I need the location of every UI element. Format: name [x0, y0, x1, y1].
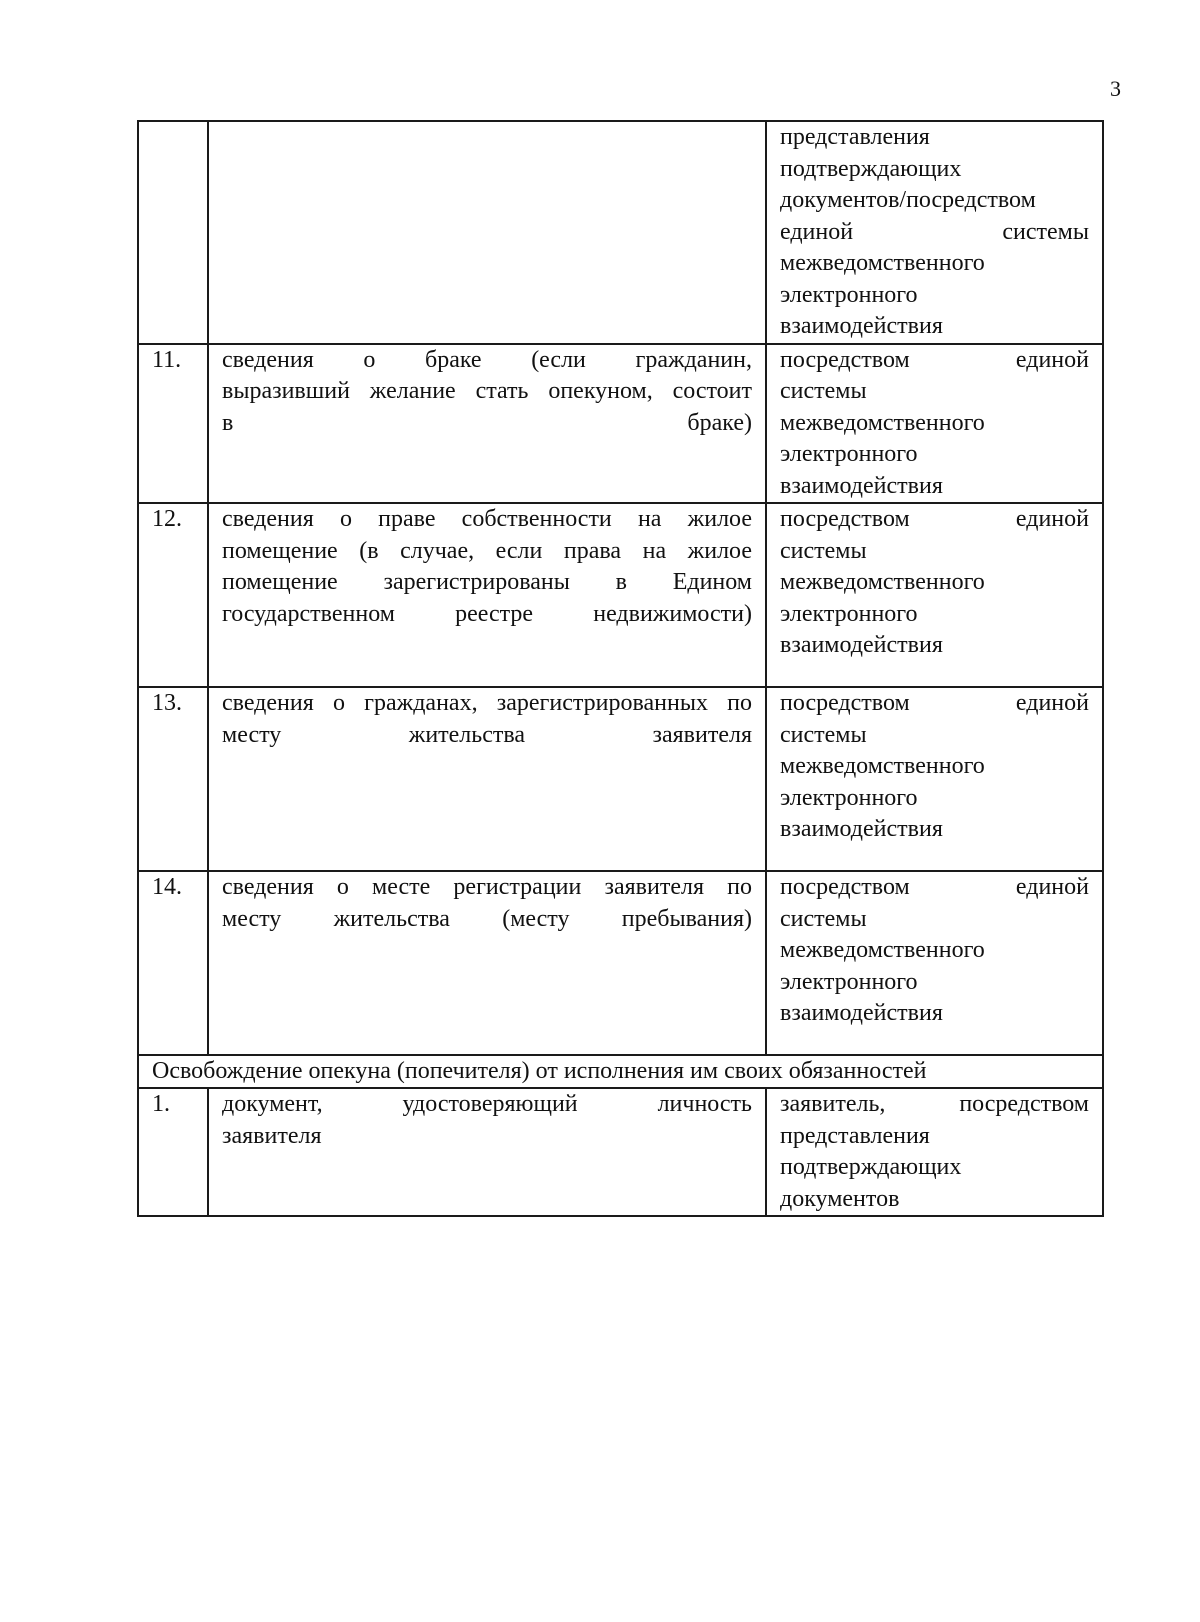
submission-method: [766, 344, 1103, 504]
cell-text-line: электронного: [780, 281, 918, 308]
cell-text-line: межведомственного: [780, 569, 985, 595]
documents-table: [137, 120, 1104, 1217]
cell-text-line: системы: [780, 905, 867, 932]
cell-text-line: единой системы: [780, 218, 1089, 245]
cell-text-line: посредством единой: [780, 690, 1089, 716]
table-row: [138, 871, 1103, 1055]
table-row: [138, 121, 1103, 344]
cell-text-line: посредством единой: [780, 346, 1089, 373]
cell-text-line: межведомственного: [780, 937, 985, 963]
cell-text-line: документов/посредством: [780, 187, 1036, 213]
documents-table-body: [138, 121, 1103, 1216]
cell-text-line: межведомственного: [780, 409, 985, 436]
row-number: [138, 121, 208, 344]
row-number: 14.: [138, 871, 208, 1055]
section-title: Освобождение опекуна (попечителя) от исполнения им своих обязанностей: [138, 1055, 1103, 1088]
row-number: 1.: [138, 1088, 208, 1216]
cell-text-line: электронного: [780, 441, 918, 467]
cell-text-line: заявителя: [222, 1122, 322, 1149]
submission-method: [766, 687, 1103, 871]
cell-text-line: посредством единой: [780, 874, 1089, 900]
cell-text-line: месту жительства заявителя: [222, 721, 752, 748]
table-row: [138, 687, 1103, 871]
submission-method: [766, 121, 1103, 344]
cell-text-line: сведения о гражданах, зарегистрированных по: [222, 690, 752, 716]
cell-text-line: электронного: [780, 600, 918, 627]
row-number: 12.: [138, 503, 208, 687]
document-description: [208, 121, 766, 344]
cell-text-line: сведения о месте регистрации заявителя по: [222, 874, 752, 900]
cell-text-line: взаимодействия: [780, 1000, 943, 1026]
cell-text-line: помещение (в случае, если права на жилое: [222, 537, 752, 564]
document-description: [208, 871, 766, 1055]
document-description: [208, 687, 766, 871]
row-number: 13.: [138, 687, 208, 871]
cell-text-line: системы: [780, 378, 867, 404]
page-number: 3: [1110, 76, 1121, 101]
cell-text-line: посредством единой: [780, 506, 1089, 532]
cell-text-line: межведомственного: [780, 753, 985, 779]
table-row: [138, 1088, 1103, 1216]
cell-text-line: взаимодействия: [780, 816, 943, 842]
cell-text-line: электронного: [780, 968, 918, 995]
row-number: 11.: [138, 344, 208, 504]
document-description: [208, 1088, 766, 1216]
cell-text-line: документов: [780, 1185, 900, 1212]
submission-method: [766, 1088, 1103, 1216]
submission-method: [766, 503, 1103, 687]
cell-text-line: представления: [780, 124, 930, 150]
cell-text-line: помещение зарегистрированы в Едином: [222, 569, 752, 595]
cell-text-line: в браке): [222, 409, 752, 436]
cell-text-line: подтверждающих: [780, 1154, 962, 1180]
cell-text-line: заявитель, посредством: [780, 1091, 1089, 1117]
cell-text-line: электронного: [780, 784, 918, 811]
cell-text-line: подтверждающих: [780, 155, 962, 182]
cell-text-line: месту жительства (месту пребывания): [222, 905, 752, 932]
cell-text-line: системы: [780, 537, 867, 564]
section-row: [138, 1055, 1103, 1088]
cell-text-line: сведения о браке (если гражданин,: [222, 346, 752, 373]
cell-text-line: межведомственного: [780, 250, 985, 276]
cell-text-line: системы: [780, 721, 867, 748]
document-description: [208, 503, 766, 687]
cell-text-line: выразивший желание стать опекуном, состоит: [222, 378, 752, 404]
cell-text-line: взаимодействия: [780, 472, 943, 499]
document-description: [208, 344, 766, 504]
cell-text-line: взаимодействия: [780, 632, 943, 658]
cell-text-line: взаимодействия: [780, 313, 943, 339]
table-row: [138, 503, 1103, 687]
cell-text-line: представления: [780, 1122, 930, 1149]
cell-text-line: сведения о праве собственности на жилое: [222, 506, 752, 532]
cell-text-line: документ, удостоверяющий личность: [222, 1091, 752, 1117]
cell-text-line: государственном реестре недвижимости): [222, 600, 752, 627]
submission-method: [766, 871, 1103, 1055]
table-row: [138, 344, 1103, 504]
